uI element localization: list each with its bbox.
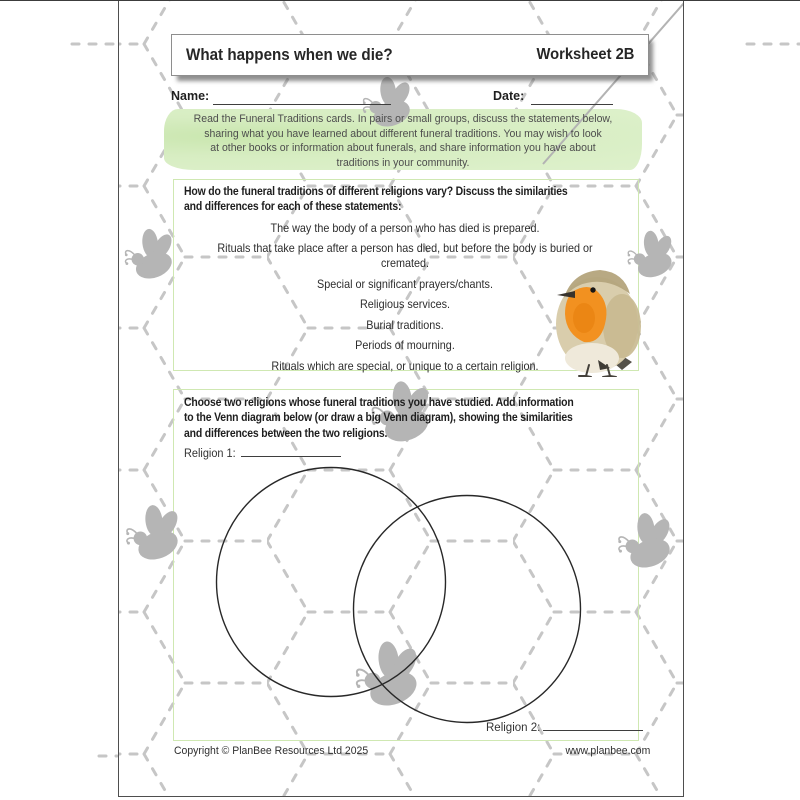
- instruction-line: Read the Funeral Traditions cards. In pairs or small groups, discuss the statements below,: [193, 113, 613, 125]
- discussion-point: Religious services.: [359, 297, 451, 312]
- religion1-input-line[interactable]: [241, 446, 341, 457]
- religion1-field: [173, 446, 637, 460]
- instruction-line: sharing what you have learned about different funeral traditions. You may wish to look: [204, 127, 602, 140]
- name-input-line[interactable]: [213, 103, 391, 105]
- discussion-point: Special or significant prayers/chants.: [317, 276, 493, 291]
- section2-heading: [173, 395, 637, 441]
- worksheet-page: [118, 1, 684, 797]
- discussion-point: Rituals which are special, or unique to a certain religion.: [271, 358, 539, 373]
- religion2-field: [486, 720, 643, 734]
- discussion-point: The way the body of a person who has died is prepared.: [270, 220, 540, 235]
- website-text: www.planbee.com: [565, 745, 650, 757]
- discussion-points: [173, 221, 637, 374]
- header: [171, 34, 649, 76]
- section1-heading-line: and differences for each of these statements:: [184, 199, 402, 214]
- religion1-label: Religion 1:: [184, 448, 236, 461]
- discussion-point: Periods of mourning.: [355, 338, 455, 353]
- name-label: Name:: [171, 89, 210, 103]
- page-title: What happens when we die?: [186, 45, 393, 64]
- religion2-input-line[interactable]: [543, 720, 643, 731]
- section1-content: [173, 179, 637, 379]
- section2-heading-line: Choose two religions whose funeral traditions you have studied. Add information: [184, 395, 574, 409]
- name-date-row: [171, 87, 643, 107]
- instruction-line: traditions in your community.: [336, 156, 470, 169]
- date-input-line[interactable]: [531, 103, 613, 105]
- section2-content: [173, 389, 637, 460]
- section1-heading: [173, 184, 637, 215]
- venn-circle-2: [354, 496, 581, 723]
- discussion-point: Rituals that take place after a person has died, but before the body is buried or cremated.: [217, 241, 593, 271]
- copyright-text: Copyright © PlanBee Resources Ltd 2025: [174, 745, 369, 757]
- instruction-line: at other books or information about funerals, and share information you have about: [210, 142, 596, 155]
- date-label: Date:: [493, 89, 525, 103]
- venn-circle-1: [217, 468, 446, 697]
- worksheet-number: Worksheet 2B: [536, 46, 634, 63]
- discussion-point: Burial traditions.: [366, 317, 444, 332]
- section1-heading-line: How do the funeral traditions of different religions vary? Discuss the similarities: [184, 184, 568, 198]
- section2-heading-line: to the Venn diagram below (or draw a big Venn diagram), showing the similarities: [184, 410, 573, 425]
- religion2-label: Religion 2:: [486, 722, 541, 734]
- section2-heading-line: and differences between the two religions.: [184, 425, 388, 440]
- footer: [173, 745, 650, 757]
- instructions-text: [164, 112, 642, 170]
